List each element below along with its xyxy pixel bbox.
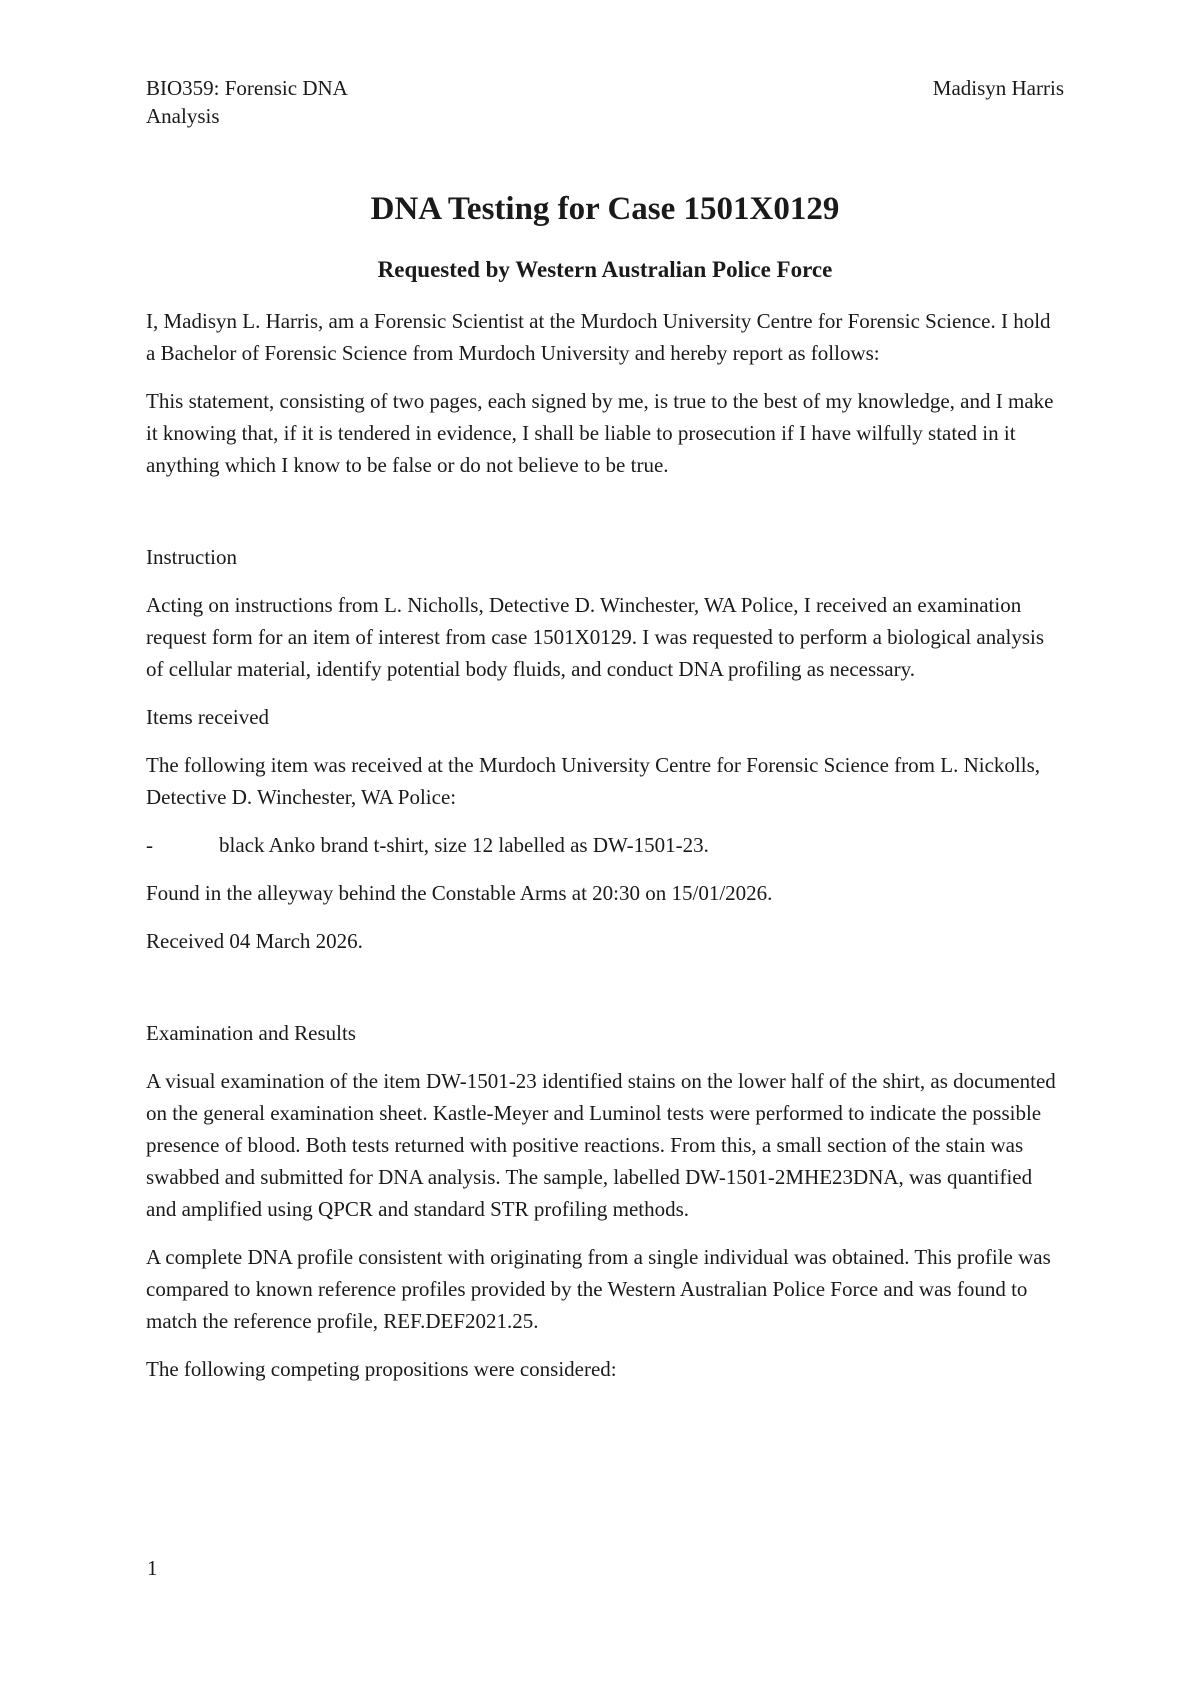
propositions-paragraph: The following competing propositions were considered: — [146, 1357, 617, 1381]
intro-paragraph: I, Madisyn L. Harris, am a Forensic Scientist at the Murdoch University Centre for Forensic Science. I hold a Bachelor of Forensic Science from Murdoch University and hereby report as follows: — [146, 309, 1051, 365]
statement-paragraph: This statement, consisting of two pages, each signed by me, is true to the best of my knowledge, and I make it knowing that, if it is tendered in evidence, I shall be liable to prosecution if I have wilfully stated in it anything which I know to be false or do not believe to be true. — [146, 389, 1054, 477]
page-number: 1 — [147, 1556, 158, 1580]
list-item-text: black Anko brand t-shirt, size 12 labelled as DW-1501-23. — [219, 833, 709, 857]
instruction-paragraph: Acting on instructions from L. Nicholls, Detective D. Winchester, WA Police, I received an examination request form for an item of interest from case 1501X0129. I was requested to perform a biological analysis of cellular material, identify potential body fluids, and conduct DNA profiling as necessary. — [146, 593, 1045, 681]
author-header: Madisyn Harris — [932, 76, 1064, 100]
items-received-heading: Items received — [146, 705, 270, 729]
list-item — [146, 829, 1064, 861]
bullet-marker: - — [146, 833, 153, 857]
examination-heading: Examination and Results — [146, 1021, 356, 1045]
document-page — [146, 74, 1064, 1385]
examination-paragraph: A visual examination of the item DW-1501-23 identified stains on the lower half of the shirt, as documented on the general examination sheet. Kastle-Meyer and Luminol tests were performed to indicate the possible presence of blood. Both tests returned with positive reactions. From this, a small section of the stain was swabbed and submitted for DNA analysis. The sample, labelled DW-1501-2MHE23DNA, was quantified and amplified using QPCR and standard STR profiling methods. — [146, 1069, 1056, 1221]
received-date-paragraph: Received 04 March 2026. — [146, 929, 363, 953]
document-subtitle: Requested by Western Australian Police Force — [377, 257, 833, 282]
instruction-heading: Instruction — [146, 545, 237, 569]
document-title: DNA Testing for Case 1501X0129 — [370, 191, 840, 227]
found-location-paragraph: Found in the alleyway behind the Constable Arms at 20:30 on 15/01/2026. — [146, 881, 773, 905]
profile-match-paragraph: A complete DNA profile consistent with originating from a single individual was obtained. This profile was compared to known reference profiles provided by the Western Australian Police Force and was found to match the reference profile, REF.DEF2021.25. — [146, 1245, 1051, 1333]
page-header — [146, 74, 1064, 134]
items-received-paragraph: The following item was received at the Murdoch University Centre for Forensic Science from L. Nickolls, Detective D. Winchester, WA Police: — [146, 753, 1040, 809]
course-header: BIO359: Forensic DNA Analysis — [146, 76, 347, 128]
